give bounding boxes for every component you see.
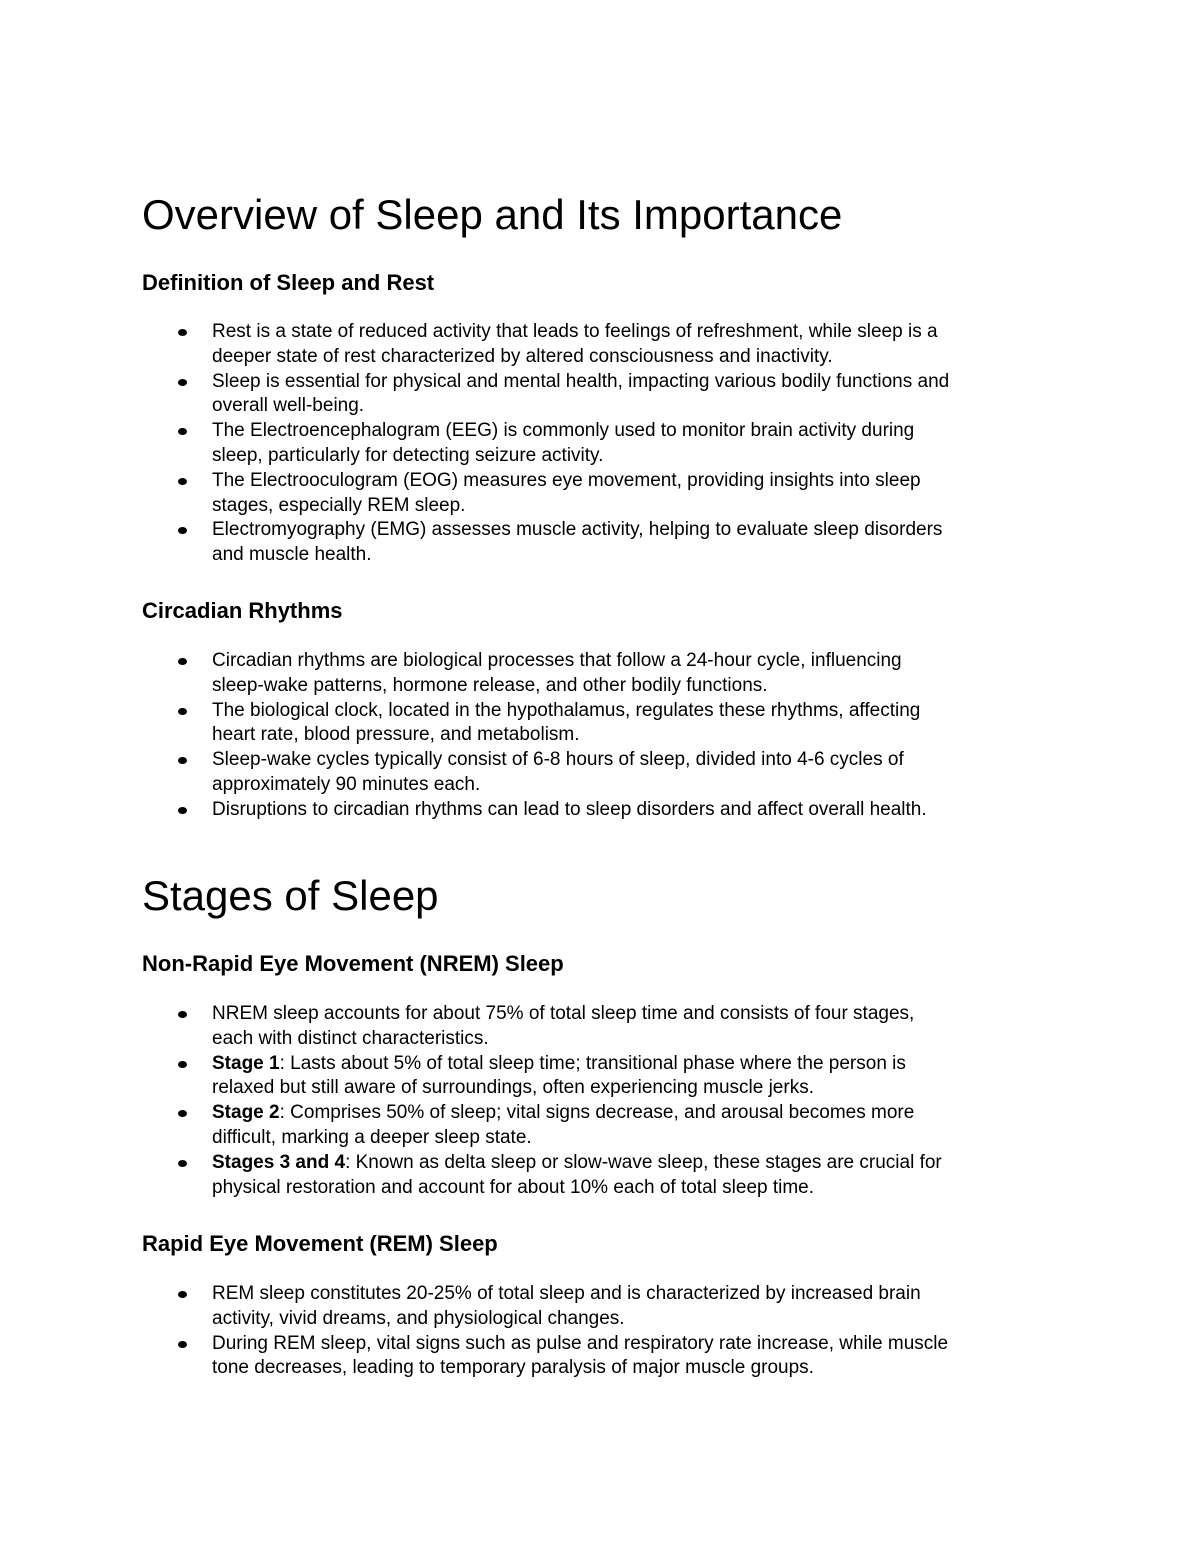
stage-label: Stage 2 — [212, 1102, 280, 1124]
subsection-heading-nrem: Non-Rapid Eye Movement (NREM) Sleep — [142, 951, 564, 976]
list-item — [142, 1151, 1072, 1201]
bullet-icon — [178, 1011, 187, 1018]
list-item-line: deeper state of rest characterized by altered consciousness and inactivity. — [212, 345, 833, 367]
list-item-line: relaxed but still aware of surroundings, often experiencing muscle jerks. — [212, 1077, 814, 1099]
list-item-line: Rest is a state of reduced activity that leads to feelings of refreshment, while sleep is a — [212, 321, 938, 342]
list-item — [142, 1332, 1072, 1382]
bullet-icon — [178, 379, 187, 386]
subsection-heading-circadian: Circadian Rhythms — [142, 598, 343, 623]
list-item-line: sleep, particularly for detecting seizure activity. — [212, 444, 604, 466]
bullet-icon — [178, 1110, 187, 1117]
stage-label: Stage 1 — [212, 1052, 280, 1074]
subsection-heading-rem: Rapid Eye Movement (REM) Sleep — [142, 1231, 498, 1256]
stage-text: : Comprises 50% of sleep; vital signs decrease, and arousal becomes more — [279, 1102, 915, 1124]
bullet-icon — [178, 708, 187, 715]
list-item — [142, 1101, 1072, 1151]
bullet-icon — [178, 658, 187, 665]
list-item-line: heart rate, blood pressure, and metabolism. — [212, 724, 580, 746]
list-item — [142, 1282, 1072, 1332]
definition-bullet-list — [142, 320, 1072, 568]
list-item-line: The Electrooculogram (EOG) measures eye movement, providing insights into sleep — [212, 469, 921, 491]
section-title-overview: Overview of Sleep and Its Importance — [142, 191, 843, 238]
list-item-line: Sleep is essential for physical and mental health, impacting various bodily functions and — [212, 370, 950, 392]
list-item — [142, 1002, 1072, 1052]
list-item-line: Circadian rhythms are biological processes that follow a 24-hour cycle, influencing — [212, 650, 902, 671]
bullet-icon — [178, 478, 187, 485]
list-item — [142, 320, 1072, 370]
section-title-stages: Stages of Sleep — [142, 872, 439, 919]
list-item-line: Disruptions to circadian rhythms can lead to sleep disorders and affect overall health. — [212, 798, 927, 820]
list-item-line: The biological clock, located in the hypothalamus, regulates these rhythms, affecting — [212, 699, 921, 721]
nrem-bullet-list — [142, 1002, 1072, 1200]
list-item-line: During REM sleep, vital signs such as pulse and respiratory rate increase, while muscle — [212, 1332, 949, 1354]
list-item — [142, 649, 1072, 699]
stage-text: : Known as delta sleep or slow-wave sleep, these stages are crucial for — [345, 1151, 942, 1173]
list-item-line: activity, vivid dreams, and physiological changes. — [212, 1307, 625, 1329]
rem-bullet-list — [142, 1282, 1072, 1381]
list-item-line: stages, especially REM sleep. — [212, 494, 466, 516]
bullet-icon — [178, 1160, 187, 1167]
circadian-bullet-list — [142, 649, 1072, 823]
list-item-line: tone decreases, leading to temporary paralysis of major muscle groups. — [212, 1357, 814, 1379]
list-item — [142, 798, 1072, 823]
subsection-heading-definition: Definition of Sleep and Rest — [142, 270, 435, 295]
list-item-line: sleep-wake patterns, hormone release, and other bodily functions. — [212, 674, 768, 696]
list-item-line: difficult, marking a deeper sleep state. — [212, 1126, 532, 1148]
bullet-icon — [178, 1061, 187, 1068]
list-item-line: The Electroencephalogram (EEG) is commonly used to monitor brain activity during — [212, 420, 915, 442]
list-item-line — [212, 1101, 1072, 1126]
stage-text: : Lasts about 5% of total sleep time; transitional phase where the person is — [279, 1052, 906, 1074]
stage-label: Stages 3 and 4 — [212, 1151, 346, 1173]
list-item-line — [212, 1151, 1072, 1176]
list-item — [142, 518, 1072, 568]
list-item — [142, 469, 1072, 519]
bullet-icon — [178, 428, 187, 435]
list-item — [142, 699, 1072, 749]
list-item — [142, 370, 1072, 420]
list-item-line: each with distinct characteristics. — [212, 1027, 489, 1049]
list-item-line: Electromyography (EMG) assesses muscle activity, helping to evaluate sleep disorders — [212, 519, 943, 541]
list-item-line: NREM sleep accounts for about 75% of total sleep time and consists of four stages, — [212, 1003, 915, 1024]
bullet-icon — [178, 329, 187, 336]
list-item-line: approximately 90 minutes each. — [212, 773, 481, 795]
list-item — [142, 419, 1072, 469]
bullet-icon — [178, 807, 187, 814]
list-item — [142, 1052, 1072, 1102]
bullet-icon — [178, 1291, 187, 1298]
list-item-line: REM sleep constitutes 20-25% of total sleep and is characterized by increased brain — [212, 1283, 921, 1304]
list-item-line: Sleep-wake cycles typically consist of 6-8 hours of sleep, divided into 4-6 cycles of — [212, 749, 904, 771]
bullet-icon — [178, 1341, 187, 1348]
bullet-icon — [178, 757, 187, 764]
list-item-line — [212, 1052, 1072, 1077]
bullet-icon — [178, 527, 187, 534]
list-item — [142, 748, 1072, 798]
list-item-line: and muscle health. — [212, 544, 372, 566]
list-item-line: physical restoration and account for about 10% each of total sleep time. — [212, 1176, 815, 1198]
list-item-line: overall well-being. — [212, 395, 365, 417]
